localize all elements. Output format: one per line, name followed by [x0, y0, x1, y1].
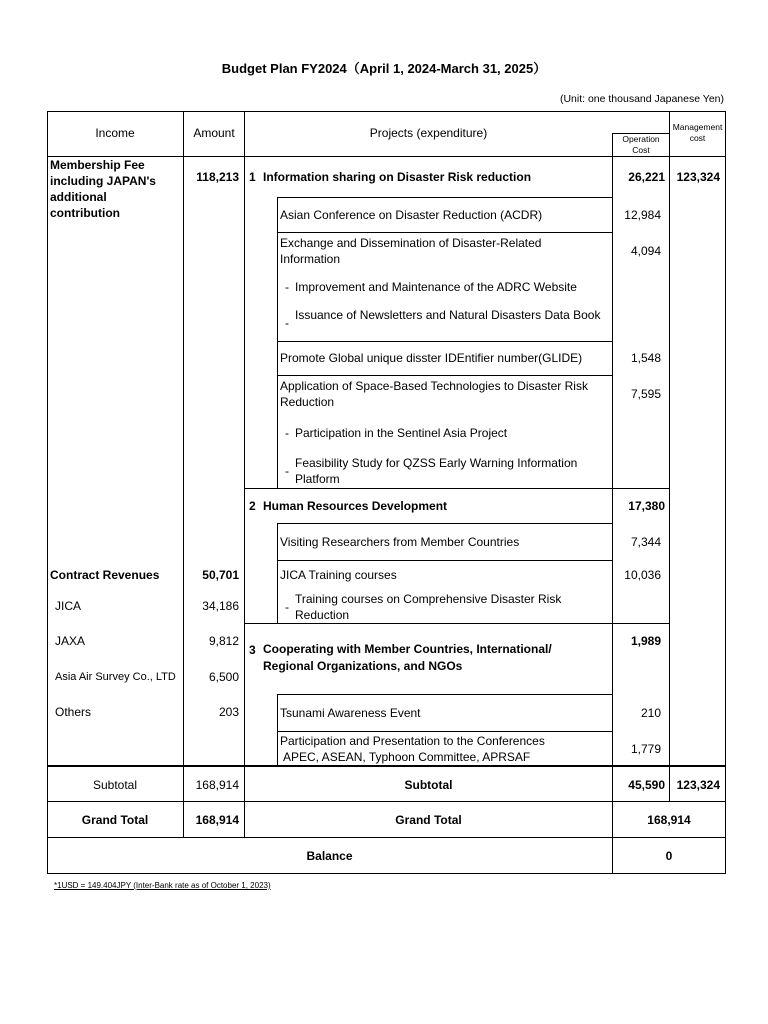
income-item-jaxa: JAXA [55, 634, 86, 648]
income-item-jica: JICA [55, 599, 82, 613]
income-membership-amount: 118,213 [196, 170, 239, 184]
p3-title: Cooperating with Member Countries, International/ Regional Organizations, and NGOs [263, 642, 552, 673]
p1-exchange-sub2: Issuance of Newsletters and Natural Disasters Data Book [295, 308, 601, 322]
subtotal-projects-label: Subtotal [404, 778, 453, 792]
p1-acdr-value: 12,984 [624, 208, 661, 222]
income-membership-label: Membership Fee including JAPAN's additional contribution [50, 158, 156, 220]
p2-operation: 17,380 [628, 499, 665, 513]
p2-number: 2 [249, 499, 256, 513]
p2-jica-sub1: Training courses on Comprehensive Disaster Risk Reduction [295, 592, 562, 622]
table-border-top [47, 111, 726, 112]
p1-glide-label: Promote Global unique disster IDEntifier number(GLIDE) [280, 351, 583, 365]
p1-title: Information sharing on Disaster Risk reduction [263, 170, 532, 184]
p1-exchange-dash1: - [285, 280, 289, 294]
p3-conf-sub: APEC, ASEAN, Typhoon Committee, APRSAF [283, 750, 531, 764]
grandtotal-income-label: Grand Total [81, 813, 149, 827]
p1-exchange-dash2: - [285, 316, 289, 330]
p1-space-dash2: - [285, 464, 289, 478]
table-border-left [47, 111, 48, 874]
p3-conf-label: Participation and Presentation to the Conferences [280, 734, 545, 748]
grandtotal-top-line [47, 801, 726, 802]
p1-exchange-label: Exchange and Dissemination of Disaster-Related Information [280, 236, 542, 266]
p1-space-label: Application of Space-Based Technologies to Disaster Risk Reduction [280, 379, 588, 409]
subtotal-top-line [47, 765, 726, 767]
page-title: Budget Plan FY2024（April 1, 2024-March 31, 2025） [221, 61, 547, 76]
income-contract-label: Contract Revenues [50, 568, 160, 582]
p1-exchange-value: 4,094 [630, 244, 661, 258]
p3-operation: 1,989 [630, 634, 661, 648]
p2-jica-dash1: - [285, 600, 289, 614]
p3-tsunami-label: Tsunami Awareness Event [280, 706, 421, 720]
p1-space-value: 7,595 [630, 387, 661, 401]
header-operation-cost: Operation Cost [622, 134, 660, 155]
income-item-jica-amount: 34,186 [202, 599, 239, 613]
table-border-right [725, 111, 726, 874]
p1-space-sub2: Feasibility Study for QZSS Early Warning Information Platform [295, 456, 578, 486]
balance-value: 0 [665, 849, 673, 863]
exchange-rate-footnote: *1USD = 149.404JPY (Inter-Bank rate as of October 1, 2023) [54, 881, 271, 890]
p1-space-dash1: - [285, 426, 289, 440]
budget-table [47, 111, 726, 874]
p2-line-a [277, 523, 613, 524]
p3-line-b [277, 731, 613, 732]
p1-acdr-label: Asian Conference on Disaster Reduction (ACDR) [280, 208, 543, 222]
subtotal-management-value: 123,324 [676, 778, 720, 792]
income-item-aas: Asia Air Survey Co., LTD [55, 671, 176, 683]
income-item-aas-amount: 6,500 [208, 670, 239, 684]
p1-exchange-sub1: Improvement and Maintenance of the ADRC Website [295, 280, 577, 294]
p3-line-a [277, 694, 613, 695]
income-item-jaxa-amount: 9,812 [208, 634, 239, 648]
header-management-cost: Management cost [672, 122, 723, 143]
table-border-bottom [47, 873, 726, 874]
balance-label: Balance [306, 849, 353, 863]
p2-visiting-label: Visiting Researchers from Member Countries [280, 535, 520, 549]
p3-tsunami-value: 210 [640, 706, 661, 720]
p1-management: 123,324 [676, 170, 720, 184]
balance-top-line [47, 837, 726, 838]
header-projects: Projects (expenditure) [369, 126, 488, 140]
income-contract-amount: 50,701 [202, 568, 239, 582]
p3-conf-value: 1,779 [630, 742, 661, 756]
p1-number: 1 [249, 170, 256, 184]
p2-jica-value: 10,036 [624, 568, 661, 582]
income-item-others: Others [55, 705, 92, 719]
p1-glide-value: 1,548 [630, 351, 661, 365]
p1-space-sub1: Participation in the Sentinel Asia Project [295, 426, 508, 440]
p1-operation: 26,221 [628, 170, 665, 184]
p1-bottom [244, 488, 670, 489]
p2-jica-label: JICA Training courses [280, 568, 397, 582]
grandtotal-projects-label: Grand Total [395, 813, 462, 827]
p1-line-c [277, 341, 613, 342]
income-item-others-amount: 203 [218, 705, 239, 719]
unit-note: (Unit: one thousand Japanese Yen) [559, 93, 724, 105]
p2-line-b [277, 560, 613, 561]
p2-visiting-value: 7,344 [630, 535, 661, 549]
divider-operation-management [669, 111, 670, 801]
subtotal-income-value: 168,914 [195, 778, 239, 792]
p1-line-b [277, 232, 613, 233]
grandtotal-projects-value: 168,914 [647, 813, 691, 827]
p1-line-d [277, 375, 613, 376]
p3-subbox-left [277, 694, 278, 766]
subtotal-income-label: Subtotal [92, 778, 138, 792]
p2-bottom [244, 623, 670, 624]
p2-title: Human Resources Development [263, 499, 448, 513]
divider-income-amount [183, 111, 184, 837]
p1-line-a [277, 197, 613, 198]
subtotal-operation-value: 45,590 [628, 778, 665, 792]
p3-number: 3 [249, 643, 256, 657]
p2-subbox-left [277, 523, 278, 623]
grandtotal-income-value: 168,914 [195, 813, 239, 827]
header-amount: Amount [193, 126, 235, 140]
p1-subbox-left [277, 197, 278, 488]
divider-amount-projects [244, 111, 245, 837]
header-income: Income [95, 126, 135, 140]
